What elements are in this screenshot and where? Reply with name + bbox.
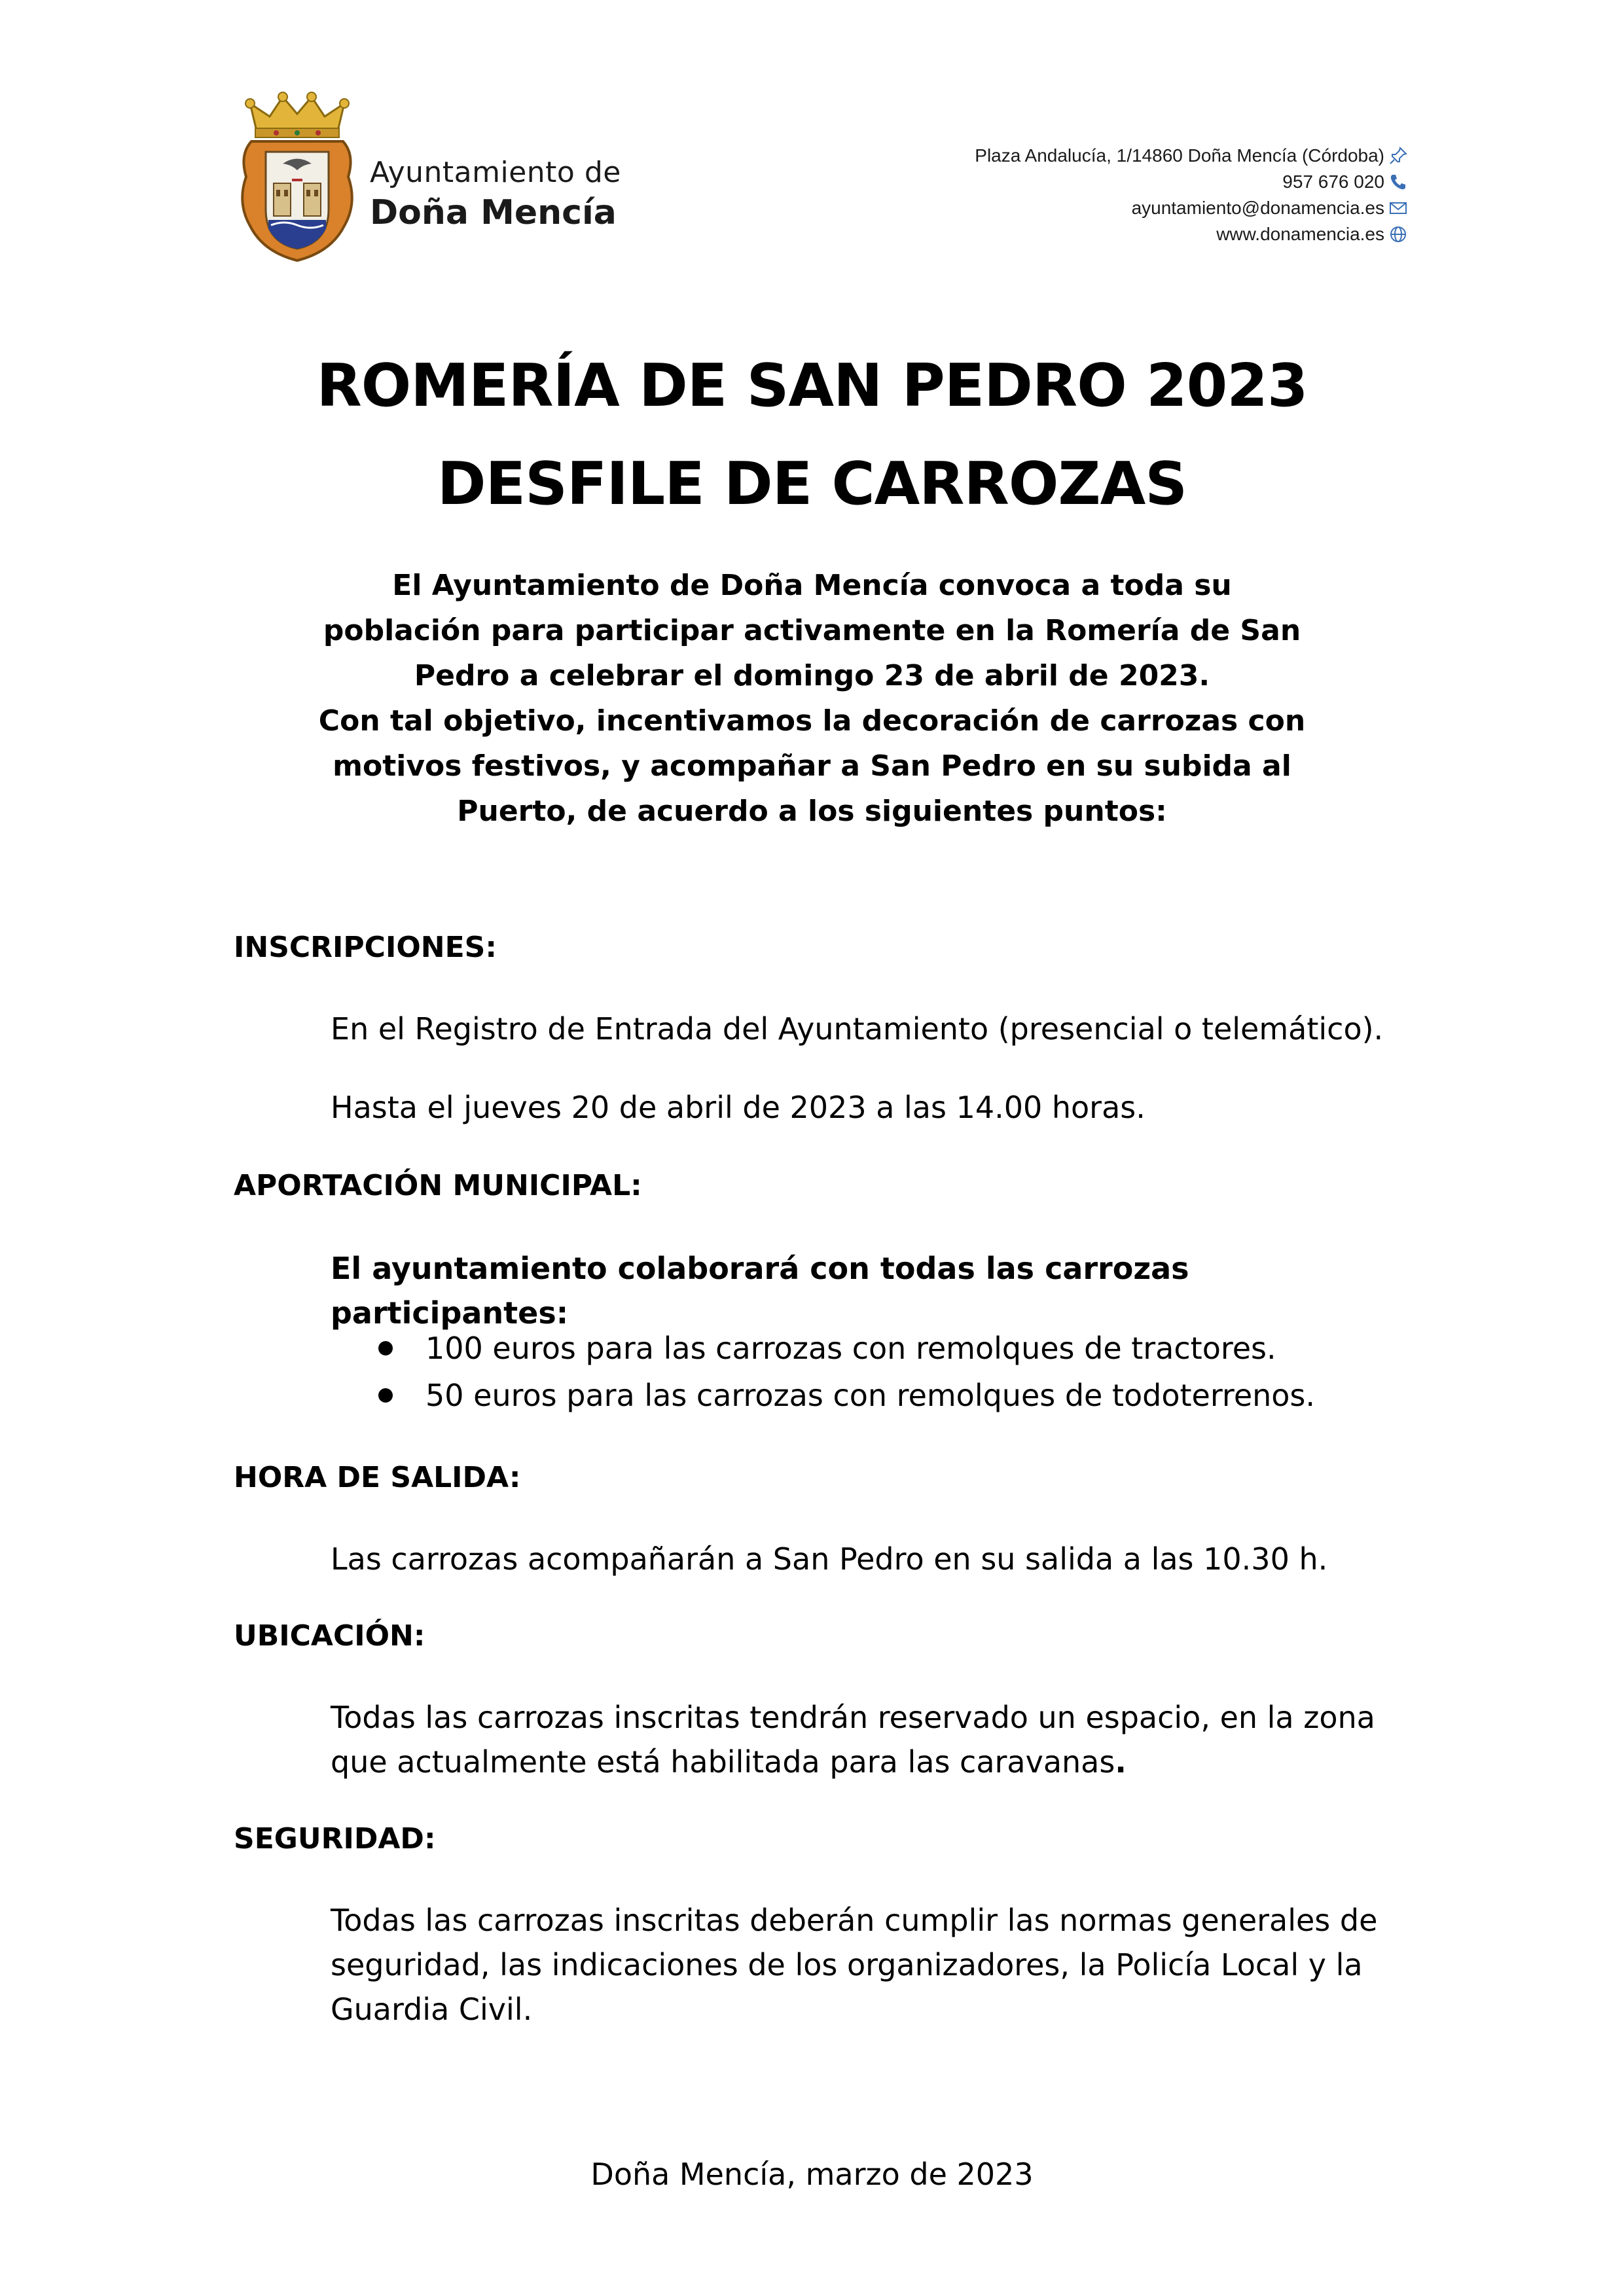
contact-website (975, 221, 1408, 247)
organization-name (370, 154, 621, 234)
heading-aportacion: APORTACIÓN MUNICIPAL: (234, 1169, 642, 1202)
inscripciones-text-2: Hasta el jueves 20 de abril de 2023 a las 14.00 horas. (331, 1090, 1146, 1125)
website-text: www.donamencia.es (1216, 224, 1384, 244)
heading-inscripciones: INSCRIPCIONES: (234, 931, 497, 964)
org-name-line2: Doña Mencía (370, 193, 617, 232)
intro-line: población para participar activamente en la Romería de San (323, 614, 1301, 647)
org-name-line1: Ayuntamiento de (370, 156, 621, 189)
contact-phone (975, 169, 1408, 195)
contact-email (975, 195, 1408, 221)
phone-icon (1388, 172, 1408, 192)
seguridad-line-2: seguridad, las indicaciones de los organizadores, la Policía Local y la (331, 1947, 1363, 1982)
crest-icon (237, 92, 358, 263)
address-text: Plaza Andalucía, 1/14860 Doña Mencía (Córdoba) (975, 145, 1384, 166)
inscripciones-text-1: En el Registro de Entrada del Ayuntamiento (presencial o telemático). (331, 1011, 1384, 1047)
title-line2: DESFILE DE CARROZAS (437, 450, 1187, 518)
title-line1: ROMERÍA DE SAN PEDRO 2023 (316, 351, 1308, 420)
ubicacion-line-2 (331, 1740, 1404, 1784)
bullet-icon (378, 1388, 393, 1403)
heading-ubicacion: UBICACIÓN: (234, 1619, 425, 1653)
phone-text: 957 676 020 (1282, 171, 1384, 192)
envelope-icon (1388, 198, 1408, 218)
seguridad-line-1: Todas las carrozas inscritas deberán cumplir las normas generales de (331, 1903, 1378, 1938)
municipal-crest (237, 92, 358, 263)
ubicacion-line-2-period: . (1115, 1744, 1127, 1780)
ubicacion-text (331, 1695, 1404, 1784)
intro-line: Con tal objetivo, incentivamos la decoración de carrozas con (318, 704, 1306, 738)
intro-paragraph (262, 563, 1362, 834)
pin-icon (1388, 146, 1408, 166)
heading-seguridad: SEGURIDAD: (234, 1822, 436, 1856)
list-item (331, 1325, 1443, 1372)
heading-hora-salida: HORA DE SALIDA: (234, 1461, 521, 1494)
document-footer: Doña Mencía, marzo de 2023 (590, 2157, 1034, 2192)
bullet-text: 100 euros para las carrozas con remolques de tractores. (425, 1331, 1276, 1366)
email-text: ayuntamiento@donamencia.es (1131, 198, 1384, 218)
list-item (331, 1372, 1443, 1419)
seguridad-line-3: Guardia Civil. (331, 1992, 533, 2027)
globe-icon (1388, 224, 1408, 244)
bullet-icon (378, 1341, 393, 1355)
intro-line: Pedro a celebrar el domingo 23 de abril de 2023. (414, 659, 1210, 692)
ubicacion-line-1: Todas las carrozas inscritas tendrán reservado un espacio, en la zona (331, 1700, 1375, 1735)
seguridad-text (331, 1898, 1404, 2032)
ubicacion-line-2-text: que actualmente está habilitada para las caravanas (331, 1744, 1115, 1780)
bullet-text: 50 euros para las carrozas con remolques de todoterrenos. (425, 1378, 1316, 1413)
aportacion-lead: El ayuntamiento colaborará con todas las carrozas participantes: (331, 1251, 1189, 1331)
contact-info (975, 143, 1408, 247)
intro-line: Puerto, de acuerdo a los siguientes puntos: (457, 795, 1167, 828)
intro-line: El Ayuntamiento de Doña Mencía convoca a toda su (392, 569, 1232, 602)
contact-address (975, 143, 1408, 169)
document-title (0, 337, 1624, 533)
intro-line: motivos festivos, y acompañar a San Pedro en su subida al (333, 749, 1291, 783)
aportacion-bullet-list (331, 1325, 1443, 1419)
hora-salida-text: Las carrozas acompañarán a San Pedro en su salida a las 10.30 h. (331, 1541, 1328, 1577)
